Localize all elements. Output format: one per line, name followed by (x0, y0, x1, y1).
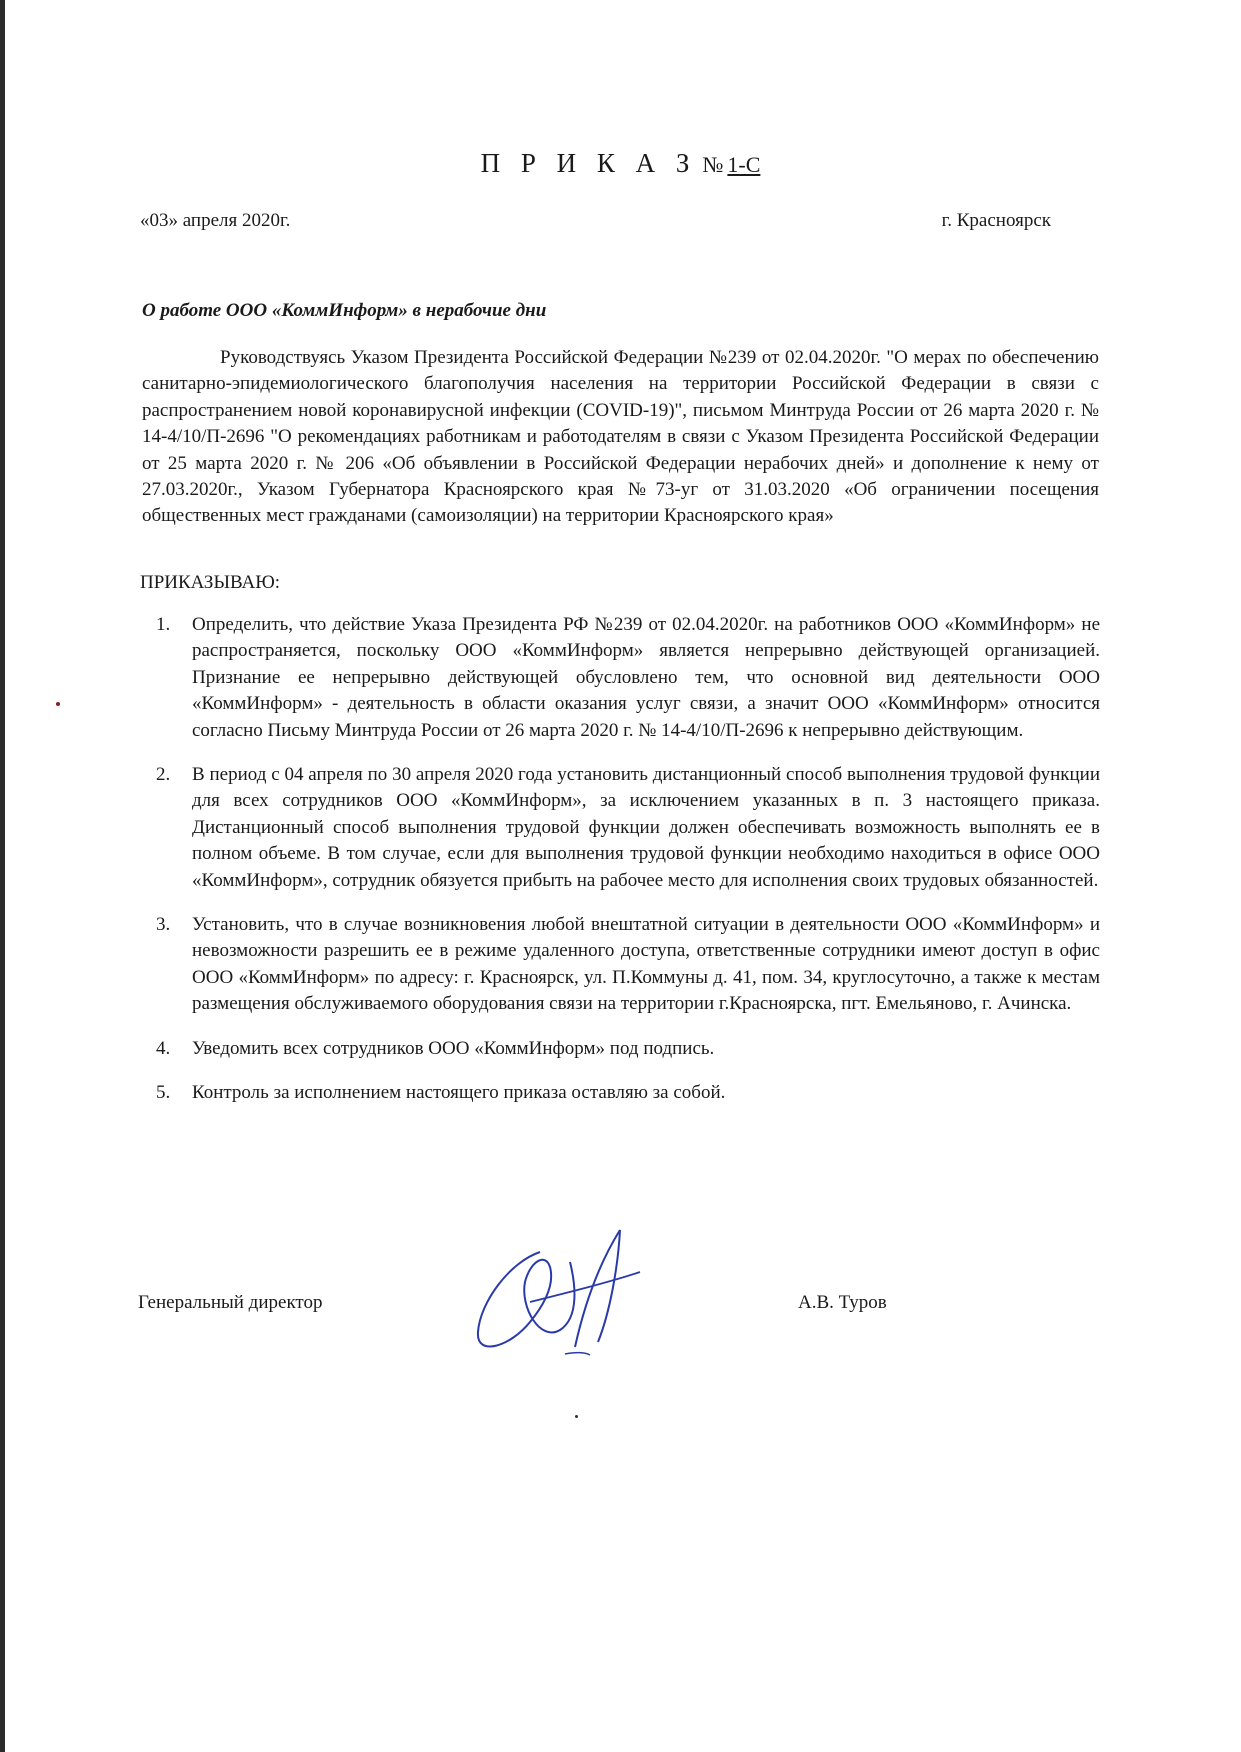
item-text: Установить, что в случае возникновения любой внештатной ситуации в деятельности ООО «КоммИнформ» и невозможности разрешить ее в режиме удаленного доступа, ответственные сотрудники имеют доступ в офис ООО «КоммИнформ» по адресу: г. Красноярск, ул. П.Коммуны д. 41, пом. 34, круглосуточно, а также к местам размещения обслуживаемого оборудования связи на территории г.Красноярска, пгт. Емельяново, г. Ачинска. (192, 914, 1100, 1015)
number-label: № (702, 152, 724, 177)
item-text: Уведомить всех сотрудников ООО «КоммИнформ» под подпись. (192, 1037, 715, 1059)
item-number: 3. (156, 914, 171, 936)
order-item (140, 762, 1100, 894)
item-number: 2. (156, 764, 171, 786)
handwritten-signature (470, 1222, 650, 1362)
order-item (140, 912, 1100, 1018)
document-city: г. Красноярск (941, 210, 1051, 231)
scan-edge (0, 0, 5, 1752)
signer-role: Генеральный директор (138, 1292, 323, 1313)
document-date: «03» апреля 2020г. (140, 210, 291, 231)
signer-name: А.В. Туров (798, 1292, 887, 1313)
document-title (0, 148, 1241, 179)
item-number: 1. (156, 614, 171, 635)
item-number: 4. (156, 1037, 171, 1059)
scan-speck (575, 1415, 578, 1418)
document-subject: О работе ООО «КоммИнформ» в нерабочие дни (142, 300, 547, 321)
order-word: ПРИКАЗЫВАЮ: (140, 572, 281, 593)
item-text: Определить, что действие Указа Президента РФ №239 от 02.04.2020г. на работников ООО «КоммИнформ» не распространяется, поскольку ООО «КоммИнформ» является непрерывно действующей организацией. Признание ее непрерывно действующей обусловлено тем, что основной вид деятельности ООО «КоммИнформ» - деятельность в области оказания услуг связи, а значит ООО «КоммИнформ» относится согласно Письму Минтруда России от 26 марта 2020 г. № 14-4/10/П-2696 к непрерывно действующим. (192, 614, 1100, 741)
order-items (140, 612, 1100, 1125)
order-item (140, 1036, 1100, 1062)
order-item (140, 612, 1100, 744)
order-number: 1-С (727, 152, 761, 177)
preamble-paragraph: Руководствуясь Указом Президента Российской Федерации №239 от 02.04.2020г. "О мерах по обеспечению санитарно-эпидемиологического благополучия населения на территории Российской Федерации в связи с распространением новой коронавирусной инфекции (COVID-19)", письмом Минтруда России от 26 марта 2020 г. № 14-4/10/П-2696 "О рекомендациях работникам и работодателям в связи с Указом Президента Российской Федерации от 25 марта 2020 г. № 206 «Об объявлении в Российской Федерации нерабочих дней» и дополнение к нему от 27.03.2020г., Указом Губернатора Красноярского края №73-уг от 31.03.2020 «Об ограничении посещения общественных мест гражданами (самоизоляции) на территории Красноярского края» (142, 347, 1099, 527)
item-text: Контроль за исполнением настоящего приказа оставляю за собой. (192, 1082, 726, 1104)
item-text: В период с 04 апреля по 30 апреля 2020 года установить дистанционный способ выполнения трудовой функции для всех сотрудников ООО «КоммИнформ», за исключением указанных в п. 3 настоящего приказа. Дистанционный способ выполнения трудовой функции должен обеспечивать возможность выполнять ее в полном объеме. В том случае, если для выполнения трудовой функции необходимо находиться в офисе ООО «КоммИнформ», сотрудник обязуется прибыть на рабочее место для исполнения своих трудовых обязанностей. (192, 764, 1100, 891)
scan-speck (56, 702, 60, 706)
order-item (140, 1080, 1100, 1106)
title-text: П Р И К А З (480, 148, 697, 178)
item-number: 5. (156, 1082, 171, 1104)
